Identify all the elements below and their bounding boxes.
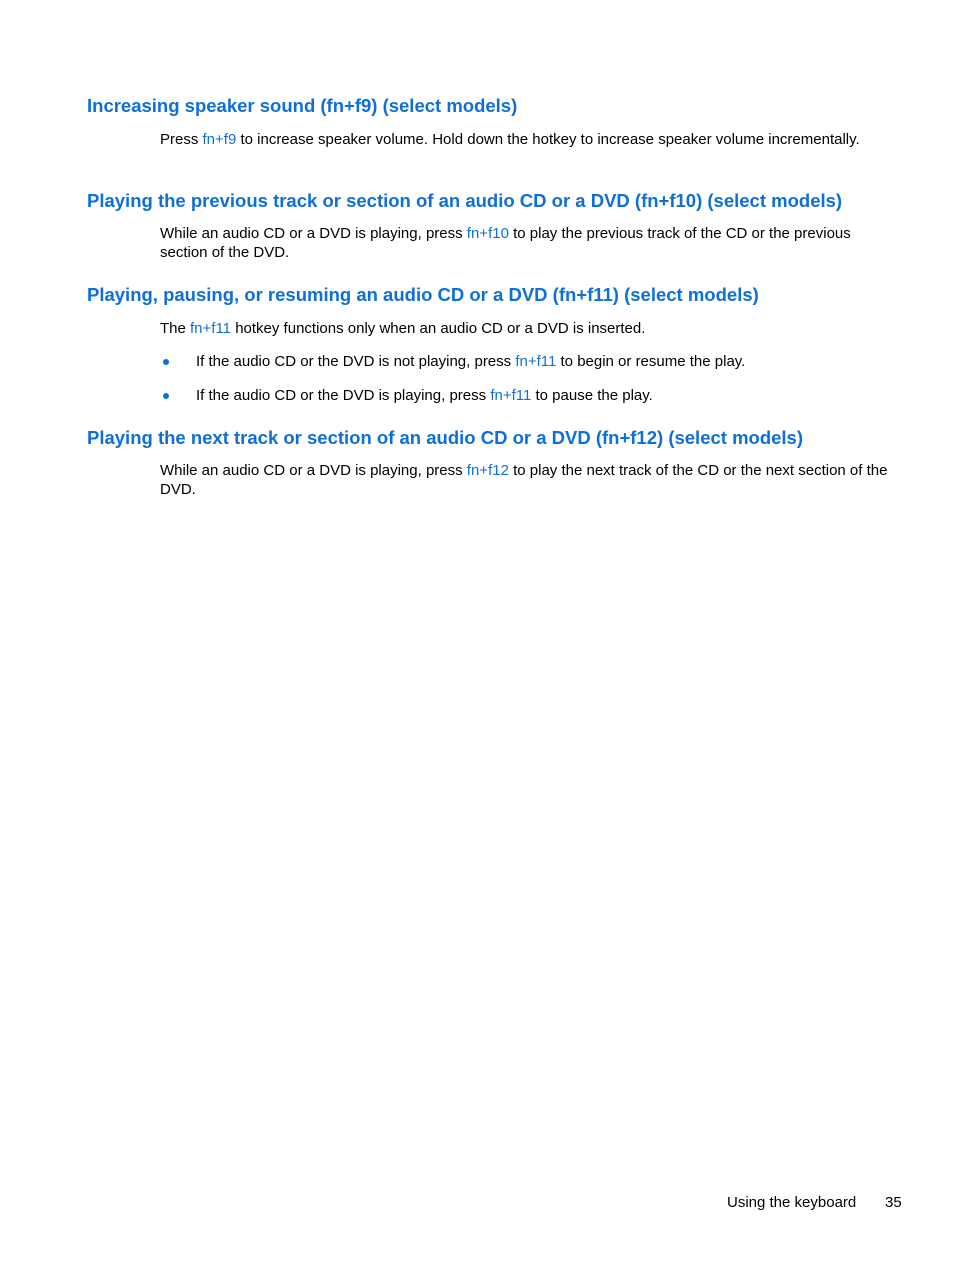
bullet-icon [163, 393, 169, 399]
section-paragraph-speaker-sound: Press fn+f9 to increase speaker volume. Hold down the hotkey to increase speaker volume incrementally. [160, 131, 860, 148]
hotkey-label: fn+f10 [466, 225, 509, 242]
section-heading-play-pause: Playing, pausing, or resuming an audio CD or a DVD (fn+f11) (select models) [87, 284, 759, 305]
section-heading-previous-track: Playing the previous track or section of an audio CD or a DVD (fn+f10) (select models) [87, 190, 843, 211]
hotkey-label: fn+f12 [466, 462, 509, 479]
footer-page-number: 35 [885, 1194, 902, 1211]
section-heading-speaker-sound: Increasing speaker sound (fn+f9) (select models) [87, 95, 518, 116]
list-item: If the audio CD or the DVD is playing, press fn+f11 to pause the play. [196, 387, 653, 404]
section-paragraph-next-track: While an audio CD or a DVD is playing, press fn+f12 to play the next track of the CD or the next section of the DVD. [160, 462, 888, 498]
hotkey-label: fn+f11 [490, 387, 532, 404]
section-paragraph-previous-track: While an audio CD or a DVD is playing, press fn+f10 to play the previous track of the CD or the previous section of the DVD. [160, 225, 851, 261]
list-item: If the audio CD or the DVD is not playing, press fn+f11 to begin or resume the play. [196, 353, 746, 370]
section-paragraph-play-pause: The fn+f11 hotkey functions only when an audio CD or a DVD is inserted. [160, 320, 646, 337]
bullet-icon [163, 359, 169, 365]
hotkey-label: fn+f9 [202, 131, 237, 148]
section-heading-next-track: Playing the next track or section of an audio CD or a DVD (fn+f12) (select models) [87, 427, 803, 448]
footer-chapter-title: Using the keyboard [727, 1194, 857, 1211]
hotkey-label: fn+f11 [515, 353, 557, 370]
hotkey-label: fn+f11 [190, 320, 232, 337]
